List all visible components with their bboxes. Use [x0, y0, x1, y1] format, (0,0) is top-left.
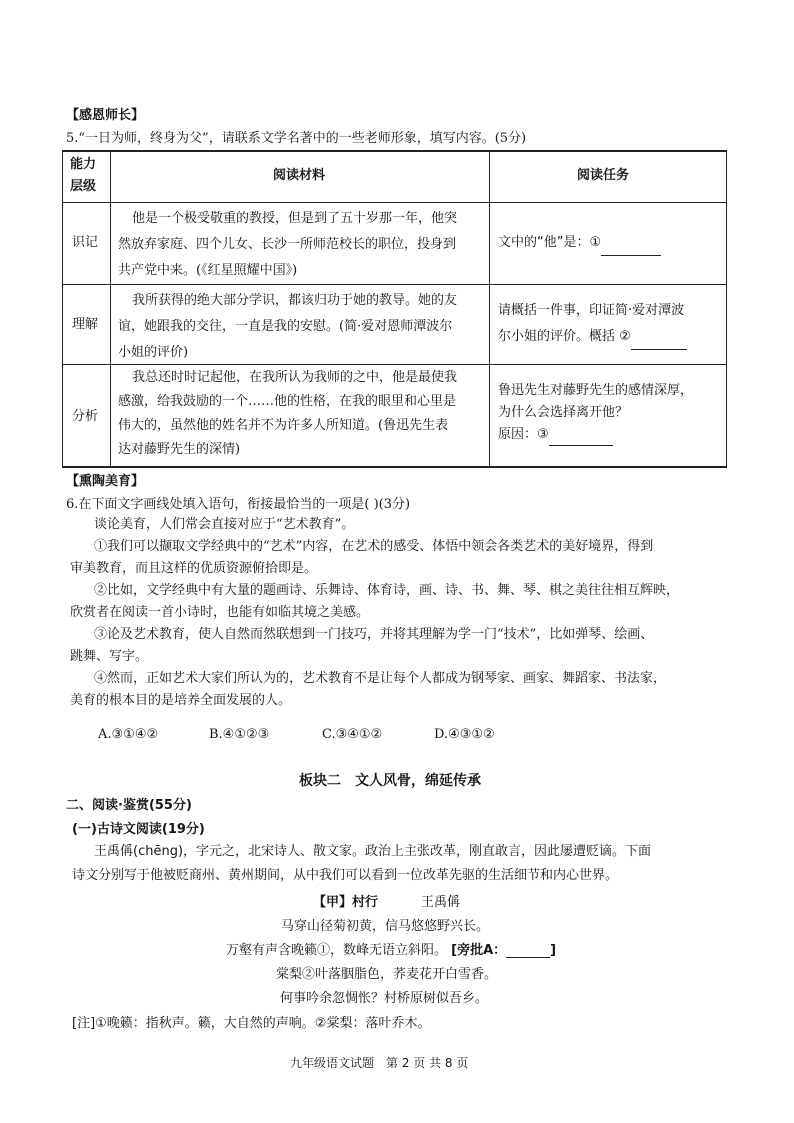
passage-line: 谈论美育，人们常会直接对应于“艺术教育”。 — [94, 517, 355, 532]
answer-blank-2[interactable] — [631, 335, 687, 350]
material-line: 谊，她跟我的交往，一直是我的安慰。(简·爱对恩师潭波尔 — [118, 319, 453, 334]
table-border-left — [62, 150, 63, 467]
material-line: 他是一个极受敬重的教授，但是到了五十岁那一年，他突 — [132, 211, 458, 226]
row-material-understand — [118, 288, 484, 366]
option-a[interactable]: A.③①④② — [98, 727, 159, 742]
material-line: 共产党中来。(《红星照耀中国》) — [118, 263, 298, 278]
option-b[interactable]: B.④①②③ — [209, 727, 270, 742]
header-ability-line: 能力 — [70, 157, 97, 172]
material-line: 我所获得的绝大部分学识，都该归功于她的教导。她的友 — [132, 293, 458, 308]
row-material-analyze — [118, 366, 484, 462]
part-2-title: 二、阅读·鉴赏(55分) — [66, 798, 192, 813]
row-material-recall — [118, 206, 484, 284]
row-task-recall — [498, 230, 661, 256]
material-line: 然放弃家庭、四个儿女、长沙一所师范校长的职位，投身到 — [118, 237, 457, 252]
row-task-understand — [498, 298, 687, 350]
table-divider — [62, 284, 727, 285]
option-d[interactable]: D.④③①② — [434, 727, 495, 742]
table-border-bottom — [62, 466, 727, 468]
header-ability-level — [70, 154, 96, 198]
question-6-passage — [70, 514, 730, 712]
side-annotation-label: [旁批A： — [451, 943, 507, 958]
task-text: 请概括一件事，印证简·爱对潭波 — [498, 303, 685, 318]
answer-blank-3[interactable] — [549, 431, 613, 446]
passage-line: ②比如，文学经典中有大量的题画诗、乐舞诗、体育诗，画、诗、书、舞、琴、棋之美往往相互辉映， — [94, 583, 680, 598]
poem-footnote: [注]①晚籁：指秋声。籁，大自然的声响。②棠梨：落叶乔木。 — [72, 1016, 431, 1031]
poem-line-3: 棠梨②叶落胭脂色，荞麦花开白雪香。 — [276, 967, 498, 982]
table-border-top — [62, 150, 727, 152]
material-line: 达对藤野先生的深情) — [118, 442, 241, 457]
material-line: 小姐的评价) — [118, 345, 189, 360]
row-level-understand: 理解 — [72, 317, 99, 332]
section-title-aesthetic: 【熏陶美育】 — [66, 474, 145, 489]
poem-line-2 — [226, 939, 556, 958]
header-ability-line: 层级 — [70, 179, 97, 194]
option-c[interactable]: C.③④①② — [322, 727, 383, 742]
passage-line: ③论及艺术教育，使人自然而然联想到一门技巧，并将其理解为学一门“技术”，比如弹琴、绘画、 — [94, 627, 654, 642]
poem-author: 王禹偁 — [421, 895, 461, 910]
header-reading-task: 阅读任务 — [577, 168, 630, 183]
table-border-right — [726, 150, 727, 467]
header-reading-material: 阅读材料 — [273, 168, 326, 183]
passage-line: 美育的根本目的是培养全面发展的人。 — [70, 693, 292, 708]
poem-line-1: 马穿山径菊初黄，信马悠悠野兴长。 — [281, 919, 490, 934]
answer-blank-1[interactable] — [601, 241, 661, 256]
poem-title: 【甲】村行 — [313, 895, 379, 910]
poem-line-4: 何事吟余忽惆怅？村桥原树似吾乡。 — [280, 991, 489, 1006]
passage-line: ①我们可以撷取文学经典中的“艺术”内容，在艺术的感受、体悟中领会各类艺术的美好境界，得到 — [94, 539, 654, 554]
passage-line: 审美教育，而且这样的优质资源俯拾即是。 — [70, 561, 318, 576]
table-divider — [62, 202, 727, 203]
task-text: 文中的“他”是：① — [498, 235, 602, 250]
row-task-analyze — [498, 380, 693, 446]
poem-line-text: 万壑有声含晚籁①，数峰无语立斜阳。 — [226, 943, 448, 958]
subsection-1-title: (一)古诗文阅读(19分) — [72, 822, 205, 837]
material-line: 伟大的，虽然他的姓名并不为许多人所知道。(鲁迅先生表 — [118, 418, 449, 433]
page-footer: 九年级语文试题 第 2 页 共 8 页 — [290, 1056, 469, 1070]
question-5-stem: 5.“一日为师，终身为父”，请联系文学名著中的一些老师形象，填写内容。(5分) — [66, 131, 527, 146]
intro-line: 王禹偁(chēng)，字元之，北宋诗人、散文家。政治上主张改革，刚直敢言，因此屡遭贬谪。下面 — [94, 844, 652, 859]
passage-line: ④然而，正如艺术大家们所认为的，艺术教育不是让每个人都成为钢琴家、画家、舞蹈家、书法家， — [94, 671, 667, 686]
intro-line: 诗文分别写于他被贬商州、黄州期间，从中我们可以看到一位改革先驱的生活细节和内心世界。 — [72, 868, 619, 883]
table-divider — [110, 150, 111, 467]
row-level-recall: 识记 — [72, 235, 99, 250]
task-text: 为什么会选择离开他？ — [498, 405, 629, 420]
passage-line: 欣赏者在阅读一首小诗时，也能有如临其境之美感。 — [70, 605, 370, 620]
passage-line: 跳舞、写字。 — [70, 649, 149, 664]
material-line: 我总还时时记起他，在我所认为我师的之中，他是最使我 — [132, 370, 458, 385]
author-intro — [72, 840, 651, 888]
side-annotation-end: ] — [550, 943, 557, 958]
table-divider — [489, 150, 490, 467]
block-2-title: 板块二 文人风骨，绵延传承 — [299, 773, 481, 789]
material-line: 感激，给我鼓励的一个……他的性格，在我的眼里和心里是 — [118, 394, 457, 409]
task-text: 尔小姐的评价。概括 ② — [498, 329, 631, 344]
row-level-analyze: 分析 — [72, 409, 99, 424]
task-text: 鲁迅先生对藤野先生的感情深厚， — [498, 383, 694, 398]
section-title-gratitude: 【感恩师长】 — [66, 108, 145, 123]
task-text: 原因：③ — [498, 427, 549, 442]
annotation-blank-a[interactable] — [506, 943, 550, 958]
question-6-stem: 6.在下面文字画线处填入语句，衔接最恰当的一项是( )(3分) — [66, 497, 411, 512]
